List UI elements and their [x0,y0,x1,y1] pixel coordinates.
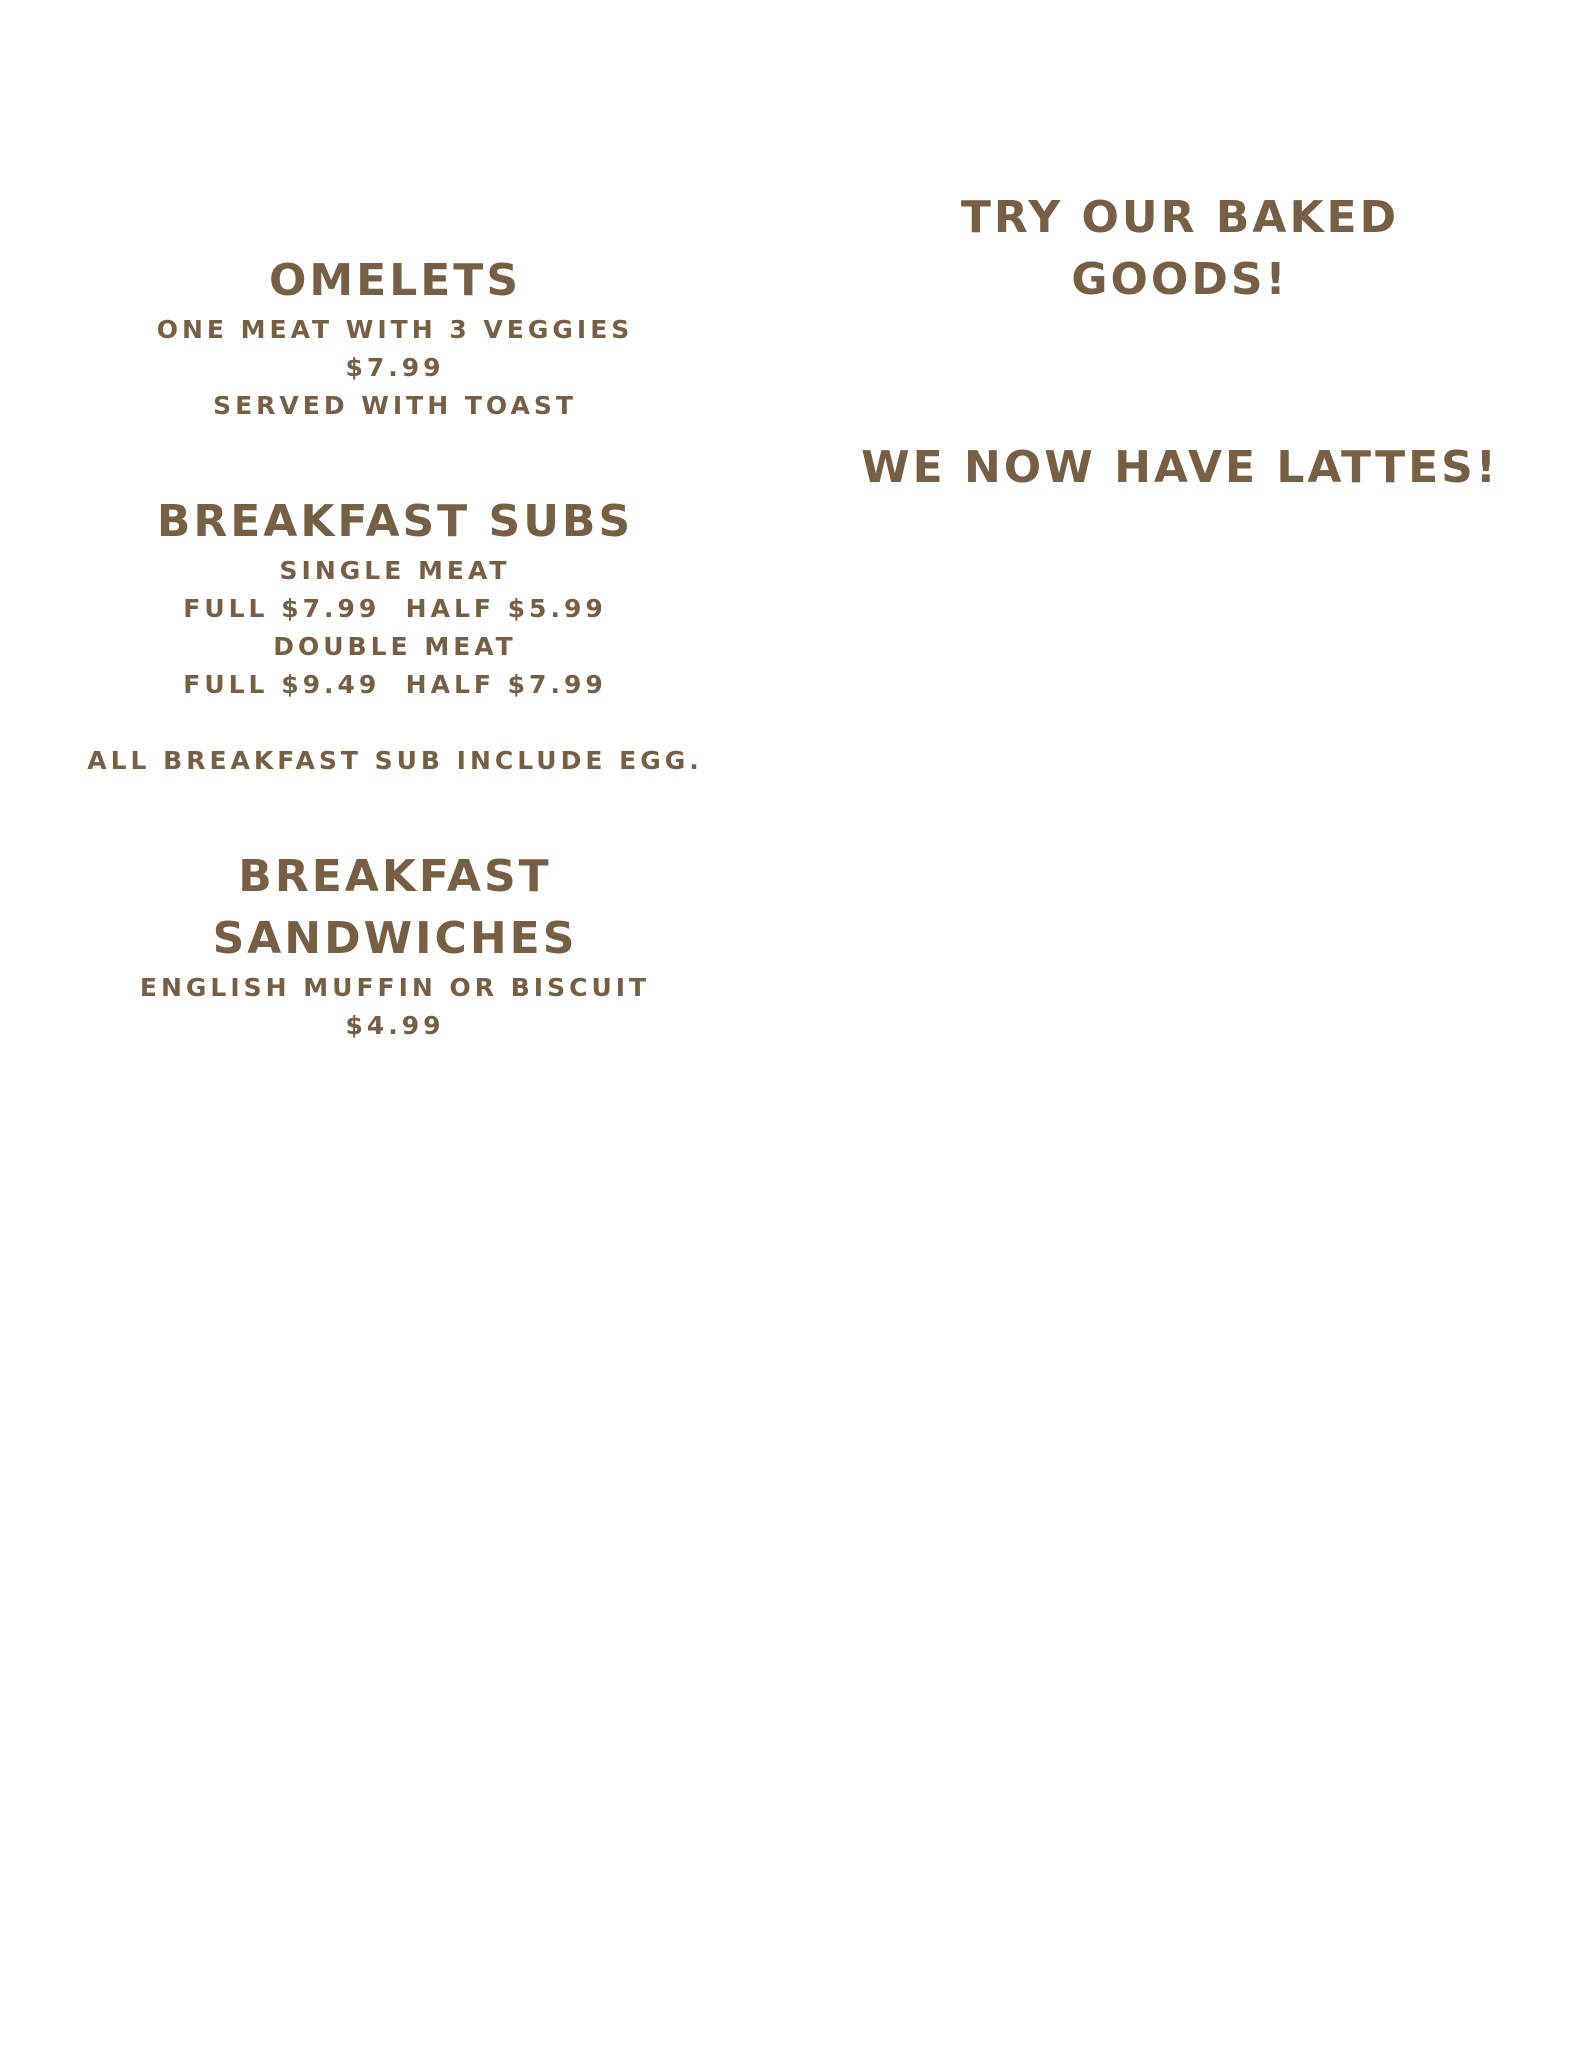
breakfast-sandwiches-description: ENGLISH MUFFIN OR BISCUIT [139,973,651,1002]
breakfast-sandwiches-title-line1: BREAKFAST [238,851,552,902]
omelets-price: $7.99 [345,353,445,382]
lattes-promo: WE NOW HAVE LATTES! [861,442,1499,493]
baked-goods-promo-line1: TRY OUR BAKED [960,192,1400,243]
omelets-title: OMELETS [268,255,522,306]
breakfast-subs-title: BREAKFAST SUBS [156,496,634,547]
omelets-side: SERVED WITH TOAST [213,391,577,420]
omelets-description: ONE MEAT WITH 3 VEGGIES [156,315,634,344]
single-meat-label: SINGLE MEAT [279,556,511,585]
breakfast-sandwiches-title-line2: SANDWICHES [212,913,578,964]
breakfast-sandwiches-price: $4.99 [345,1011,445,1040]
single-meat-prices: FULL $7.99 HALF $5.99 [183,594,607,623]
double-meat-prices: FULL $9.49 HALF $7.99 [183,670,607,699]
baked-goods-promo-line2: GOODS! [1071,254,1289,305]
double-meat-label: DOUBLE MEAT [273,632,517,661]
breakfast-subs-note: ALL BREAKFAST SUB INCLUDE EGG. [87,746,703,775]
